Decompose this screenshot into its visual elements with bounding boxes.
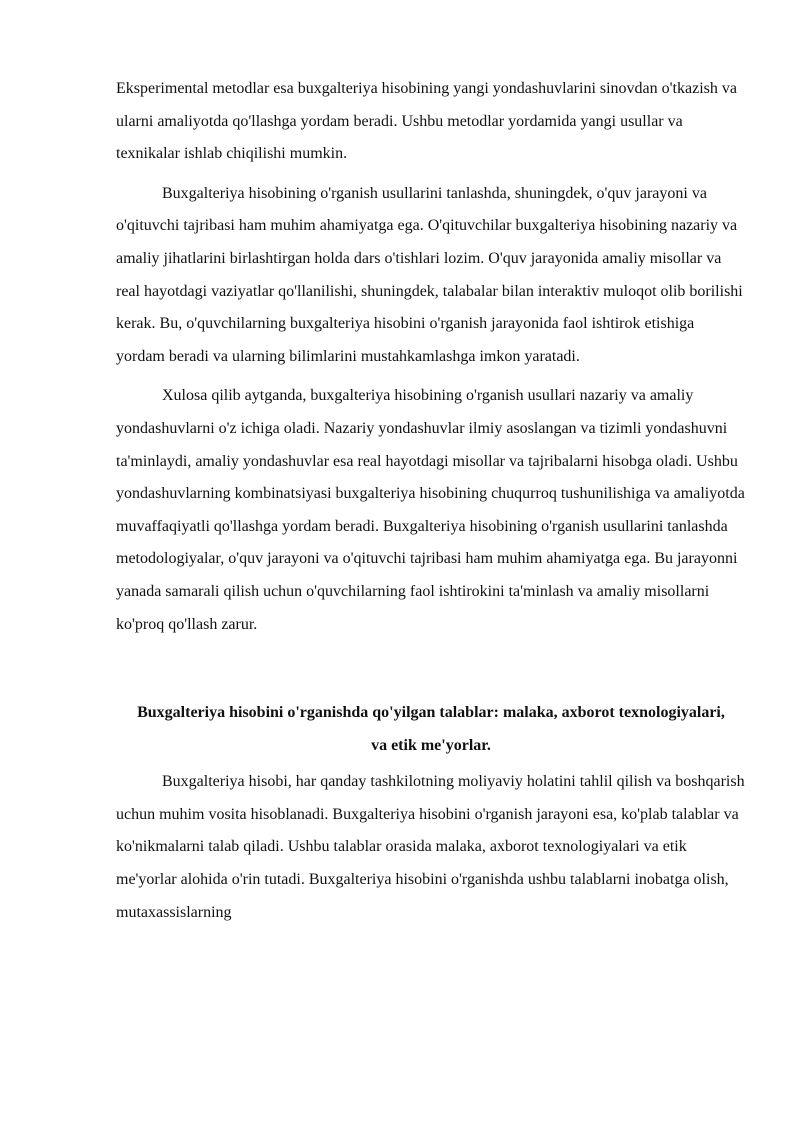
paragraph-experimental-methods: Eksperimental metodlar esa buxgalteriya hisobining yangi yondashuvlarini sinovdan o'tkazish va ularni amaliyotda qo'llashga yordam beradi. Ushbu metodlar yordamida yangi usullar va texnikalar ishlab chiqilishi mumkin.	[116, 80, 737, 163]
section-heading: Buxgalteriya hisobini o'rganishda qo'yilgan talablar: malaka, axborot texnologiyalari, va etik me'yorlar.	[137, 704, 725, 754]
paragraph-learning-process: Buxgalteriya hisobining o'rganish usullarini tanlashda, shuningdek, o'quv jarayoni va o'qituvchi tajribasi ham muhim ahamiyatga ega. O'qituvchilar buxgalteriya hisobining nazariy va amaliy jihatlarini birlashtirgan holda dars o'tishlari lozim. O'quv jarayonida amaliy misollar va real hayotdagi vaziyatlar qo'llanilishi, shuningdek, talabalar bilan interaktiv muloqot olib borilishi kerak. Bu, o'quvchilarning buxgalteriya hisobini o'rganish jarayonida faol ishtirok etishiga yordam beradi va ularning bilimlarini mustahkamlashga imkon yaratadi.	[116, 184, 743, 365]
paragraph-conclusion: Xulosa qilib aytganda, buxgalteriya hisobining o'rganish usullari nazariy va amaliy yondashuvlarni o'z ichiga oladi. Nazariy yondashuvlar ilmiy asoslangan va tizimli yondashuvni ta'minlaydi, amaliy yondashuvlar esa real hayotdagi misollar va tajribalarni hisobga oladi. Ushbu yondashuvlarning kombinatsiyasi buxgalteriya hisobining chuqurroq tushunilishiga va amaliyotda muvaffaqiyatli qo'llashga yordam beradi. Buxgalteriya hisobining o'rganish usullarini tanlashda metodologiyalar, o'quv jarayoni va o'qituvchi tajribasi ham muhim ahamiyatga ega. Bu jarayonni yanada samarali qilish uchun o'quvchilarning faol ishtirokini ta'minlash va amaliy misollarni ko'proq qo'llash zarur.	[116, 387, 745, 633]
paragraph-requirements-intro: Buxgalteriya hisobi, har qanday tashkilotning moliyaviy holatini tahlil qilish va boshqarish uchun muhim vosita hisoblanadi. Buxgalteriya hisobini o'rganish jarayoni esa, ko'plab talablar va ko'nikmalarni talab qiladi. Ushbu talablar orasida malaka, axborot texnologiyalari va etik me'yorlar alohida o'rin tutadi. Buxgalteriya hisobini o'rganishda ushbu talablarni inobatga olish, mutaxassislarning	[116, 773, 745, 921]
page-content	[116, 73, 746, 929]
